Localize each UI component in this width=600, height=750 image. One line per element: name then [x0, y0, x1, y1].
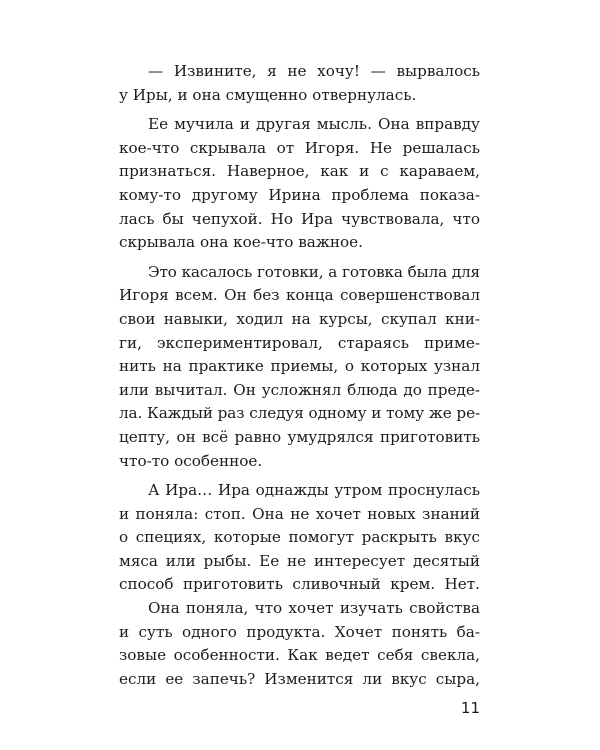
text-line: зовые особенности. Как ведет себя свекла, — [119, 646, 480, 665]
text-line: лась бы чепухой. Но Ира чувствовала, что — [119, 209, 480, 228]
body-text — [119, 60, 480, 691]
text-line: цепту, он всё равно умудрялся приготовить — [119, 427, 480, 446]
text-line: ла. Каждый раз следуя одному и тому же ре- — [119, 404, 480, 423]
text-line: Это касалось готовки, а готовка была для — [148, 262, 480, 281]
text-line: скрывала она кое-что важное. — [119, 233, 363, 252]
text-line: Ее мучила и другая мысль. Она вправду — [148, 115, 480, 134]
text-line: Игоря всем. Он без конца совершенствовал — [119, 286, 480, 305]
text-line: и поняла: стоп. Она не хочет новых знаний — [119, 504, 480, 523]
text-line: Она поняла, что хочет изучать свойства — [148, 599, 480, 618]
paragraph-2 — [119, 113, 480, 255]
text-line: кое-что скрывала от Игоря. Не решалась — [119, 138, 480, 157]
text-line: ги, экспериментировал, стараясь приме- — [119, 333, 480, 352]
text-line: А Ира… Ира однажды утром проснулась — [148, 481, 480, 500]
text-line: и суть одного продукта. Хочет понять ба- — [119, 622, 480, 641]
text-line: признаться. Наверное, как и с караваем, — [119, 162, 480, 181]
paragraph-1 — [119, 60, 480, 107]
text-line: способ приготовить сливочный крем. Нет. — [119, 575, 480, 594]
page-number: 11 — [460, 699, 480, 717]
paragraph-3 — [119, 261, 480, 473]
text-line: или вычитал. Он усложнял блюда до преде- — [119, 380, 480, 399]
text-line: о специях, которые помогут раскрыть вкус — [119, 528, 480, 547]
text-line: мяса или рыбы. Ее не интересует десятый — [119, 551, 480, 570]
paragraph-4 — [119, 479, 480, 691]
text-line: у Иры, и она смущенно отвернулась. — [119, 85, 417, 104]
text-line: свои навыки, ходил на курсы, скупал кни- — [119, 309, 480, 328]
text-line: — Извините, я не хочу! — вырвалось — [148, 62, 480, 80]
text-line: кому-то другому Иринa проблема показа- — [119, 185, 480, 204]
text-line: что-то особенное. — [119, 451, 263, 470]
text-line: если ее запечь? Изменится ли вкус сыра, — [119, 669, 480, 688]
text-line: нить на практике приемы, о которых узнал — [119, 357, 480, 376]
